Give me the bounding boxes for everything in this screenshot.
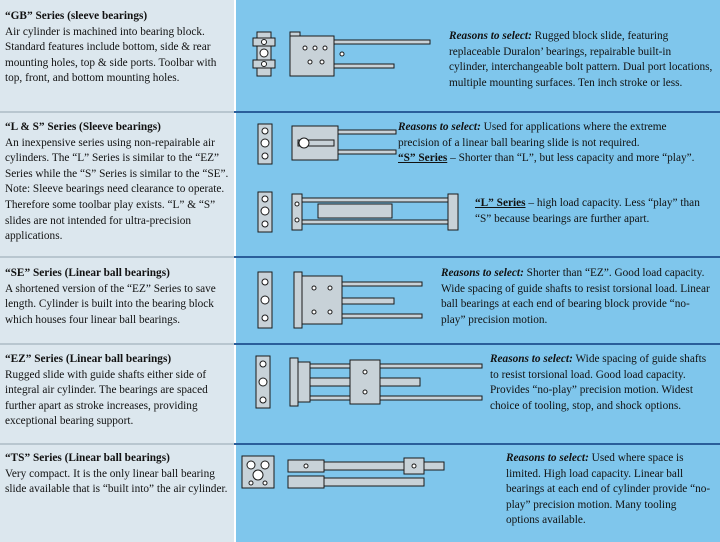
series-description: An inexpensive series using non-repairable air cylinders. The “L” Series is similar to the “EZ” Series while the “S” Series is similar to the “SE”. Note: Sleeve bearings need clearance to operate. Therefore some toolbar play exists. “L” & “S” slides are not intended for ultra-precision applications.	[5, 136, 229, 243]
series-gb	[5, 9, 231, 87]
side-view-icon	[290, 32, 430, 76]
reasons-text: Used where space is limited. High load capacity. Linear ball bearings at each end of cylinder provide “no-play” precision motion. Many tooling options available.	[506, 452, 711, 527]
end-view-icon	[253, 32, 275, 76]
row-divider	[0, 343, 720, 345]
series-description: Rugged slide with guide shafts either side of integral air cylinder. The bearings are spaced further apart as stroke increases, providing exceptional bearing support.	[5, 368, 208, 428]
reasons-se	[441, 266, 713, 328]
reasons-ez	[490, 352, 716, 414]
reasons-text: Rugged block slide, featuring replaceable Duralon’ bearings, repairable built-in cylinder, interchangeable bolt pattern. Dual port locations, multiple mounting surfaces. Ten inch stroke or less.	[449, 30, 713, 89]
series-description: A shortened version of the “EZ” Series to save length. Cylinder is built into the bearing block which houses four linear ball bearings.	[5, 282, 216, 326]
side-view-icon	[292, 126, 396, 160]
series-title: “SE” Series (Linear ball bearings)	[5, 267, 170, 279]
reasons-label: Reasons to select:	[441, 267, 524, 279]
reasons-text: Used for applications where the extreme precision of a linear ball bearing slide is not required.	[398, 121, 667, 149]
reasons-gb	[449, 29, 713, 91]
side-view-icon	[294, 272, 422, 328]
reasons-label: Reasons to select:	[490, 353, 573, 365]
row-divider	[0, 256, 720, 258]
reasons-label: Reasons to select:	[506, 452, 589, 464]
l-series-text: – high load capacity. Less “play” than “S” because bearings are further apart.	[475, 197, 700, 225]
side-view-icon	[290, 358, 482, 406]
column-divider	[234, 0, 236, 542]
ez-slide-drawing	[250, 352, 486, 412]
row-divider	[0, 443, 720, 445]
series-ls	[5, 120, 231, 245]
series-ts	[5, 451, 231, 498]
gb-slide-drawing	[250, 28, 440, 88]
series-ez	[5, 352, 231, 430]
end-view-icon	[258, 124, 272, 164]
row-divider	[0, 111, 720, 113]
reasons-l-series	[475, 196, 705, 227]
end-view-icon	[256, 356, 270, 408]
series-title: “GB” Series (sleeve bearings)	[5, 10, 148, 22]
l-slide-drawing	[252, 190, 472, 234]
reasons-label: Reasons to select:	[398, 121, 481, 133]
se-slide-drawing	[252, 268, 432, 332]
ts-slide-drawing	[240, 454, 450, 494]
end-view-icon	[258, 272, 272, 328]
side-view-icon	[292, 194, 458, 230]
series-title: “EZ” Series (Linear ball bearings)	[5, 353, 172, 365]
s-slide-drawing	[252, 122, 402, 166]
series-description: Very compact. It is the only linear ball bearing slide available that is “built into” the air cylinder.	[5, 467, 228, 496]
series-se	[5, 266, 231, 328]
side-view-icon	[288, 458, 444, 488]
end-view-icon	[258, 192, 272, 232]
reasons-text: Wide spacing of guide shafts to resist torsional load. Good load capacity. Provides “no-play” precision motion. Widest choice of tooling, stop, and shock options.	[490, 353, 707, 412]
s-series-text: – Shorter than “L”, but less capacity and more “play”.	[447, 152, 695, 165]
series-title: “TS” Series (Linear ball bearings)	[5, 452, 170, 464]
series-description: Air cylinder is machined into bearing block. Standard features include bottom, side & rear mounting holes, top & side ports. Toolbar with top, front, and bottom mounting holes.	[5, 25, 217, 85]
reasons-ls	[398, 120, 708, 167]
series-title: “L & S” Series (Sleeve bearings)	[5, 121, 161, 133]
reasons-text: Shorter than “EZ”. Good load capacity. Wide spacing of guide shafts to resist torsional load. Linear ball bearings at each end of bearing block provide “no-play” precision motion.	[441, 267, 710, 326]
reasons-ts	[506, 451, 711, 529]
l-series-label: “L” Series	[475, 197, 526, 209]
end-view-icon	[242, 456, 274, 488]
s-series-label: “S” Series	[398, 152, 448, 165]
reasons-label: Reasons to select:	[449, 30, 532, 42]
